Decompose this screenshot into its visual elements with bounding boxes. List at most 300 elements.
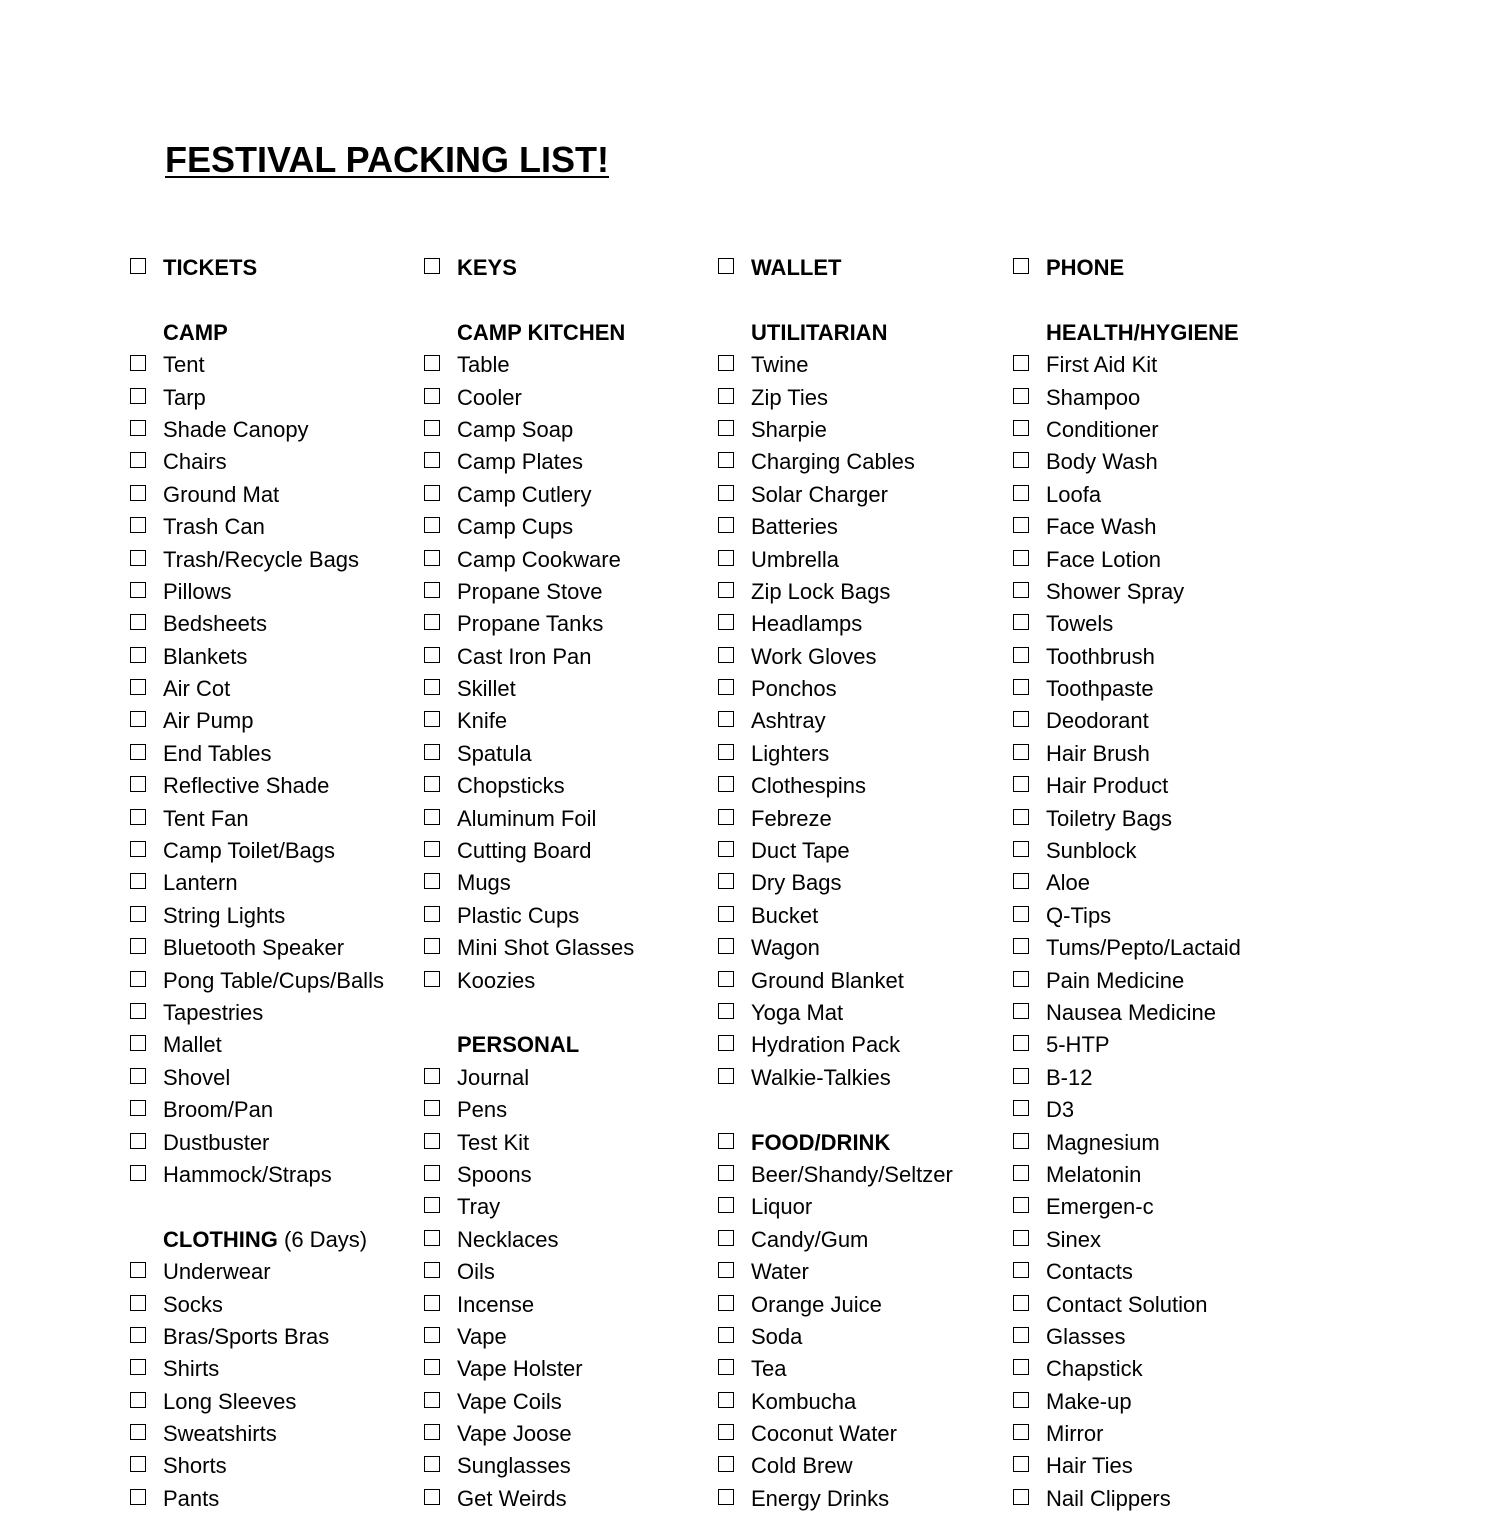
checklist-item[interactable] xyxy=(1013,673,1303,705)
section-heading-label: UTILITARIAN xyxy=(751,319,888,345)
checklist-item-label: Tarp xyxy=(163,384,206,410)
checkbox[interactable] xyxy=(424,582,440,598)
checkbox[interactable] xyxy=(718,1262,734,1278)
checkbox[interactable] xyxy=(130,873,146,889)
checklist-item[interactable] xyxy=(1013,1418,1303,1450)
checklist-item[interactable] xyxy=(130,673,420,705)
checkbox[interactable] xyxy=(718,1295,734,1311)
checkbox[interactable] xyxy=(1013,517,1029,533)
checklist-item[interactable] xyxy=(130,576,420,608)
checklist-item[interactable] xyxy=(1013,1094,1303,1126)
checklist-item[interactable] xyxy=(1013,511,1303,543)
checklist-item[interactable] xyxy=(424,1062,714,1094)
checklist-item[interactable] xyxy=(718,446,1008,478)
checklist-item[interactable] xyxy=(718,673,1008,705)
checklist-item[interactable] xyxy=(1013,446,1303,478)
checkbox[interactable] xyxy=(424,1197,440,1213)
checkbox[interactable] xyxy=(1013,388,1029,404)
checkbox[interactable] xyxy=(718,550,734,566)
checkbox[interactable] xyxy=(130,355,146,371)
checkbox[interactable] xyxy=(718,776,734,792)
checklist-item[interactable] xyxy=(424,1094,714,1126)
checklist-item[interactable] xyxy=(424,252,714,284)
checklist-item[interactable] xyxy=(718,867,1008,899)
checkbox[interactable] xyxy=(1013,614,1029,630)
checklist-item[interactable] xyxy=(1013,1062,1303,1094)
checkbox[interactable] xyxy=(424,1424,440,1440)
checklist-item[interactable] xyxy=(1013,965,1303,997)
checklist-item[interactable] xyxy=(1013,349,1303,381)
checklist-item[interactable] xyxy=(130,382,420,414)
checkbox[interactable] xyxy=(424,452,440,468)
checklist-item[interactable] xyxy=(1013,1224,1303,1256)
checkbox[interactable] xyxy=(718,1197,734,1213)
checklist-item[interactable] xyxy=(424,608,714,640)
checkbox[interactable] xyxy=(130,906,146,922)
checklist-item[interactable] xyxy=(718,965,1008,997)
checklist-item-label: Soda xyxy=(751,1323,803,1349)
checkbox[interactable] xyxy=(130,1262,146,1278)
checklist-item[interactable] xyxy=(424,414,714,446)
checkbox[interactable] xyxy=(1013,776,1029,792)
checkbox[interactable] xyxy=(718,1327,734,1343)
checkbox[interactable] xyxy=(130,614,146,630)
checkbox[interactable] xyxy=(130,452,146,468)
checklist-item[interactable] xyxy=(424,576,714,608)
checklist-item[interactable] xyxy=(424,770,714,802)
checklist-item[interactable] xyxy=(718,1321,1008,1353)
checklist-item[interactable] xyxy=(1013,641,1303,673)
checkbox[interactable] xyxy=(1013,550,1029,566)
checkbox[interactable] xyxy=(130,550,146,566)
checkbox[interactable] xyxy=(718,679,734,695)
checklist-item[interactable] xyxy=(718,349,1008,381)
checkbox[interactable] xyxy=(424,258,440,274)
checkbox[interactable] xyxy=(130,841,146,857)
checkbox[interactable] xyxy=(424,614,440,630)
checkbox[interactable] xyxy=(130,1424,146,1440)
checklist-item[interactable] xyxy=(424,1450,714,1482)
checklist-item-label: Melatonin xyxy=(1046,1161,1142,1187)
checkbox[interactable] xyxy=(424,355,440,371)
checkbox[interactable] xyxy=(718,1003,734,1019)
checklist-item[interactable] xyxy=(424,867,714,899)
checkbox[interactable] xyxy=(130,1100,146,1116)
checklist-item[interactable] xyxy=(1013,997,1303,1029)
checklist-item[interactable] xyxy=(424,446,714,478)
checklist-item[interactable] xyxy=(130,446,420,478)
checklist-item[interactable] xyxy=(130,705,420,737)
checklist-item[interactable] xyxy=(1013,738,1303,770)
checklist-item[interactable] xyxy=(424,1418,714,1450)
checkbox[interactable] xyxy=(130,647,146,663)
checkbox[interactable] xyxy=(130,938,146,954)
checklist-item[interactable] xyxy=(424,1321,714,1353)
checkbox[interactable] xyxy=(424,485,440,501)
checkbox[interactable] xyxy=(1013,1003,1029,1019)
checkbox[interactable] xyxy=(424,550,440,566)
checkbox[interactable] xyxy=(424,420,440,436)
checklist-item-label: Batteries xyxy=(751,514,838,540)
checkbox[interactable] xyxy=(130,1489,146,1505)
checklist-item[interactable] xyxy=(1013,1321,1303,1353)
checklist-item[interactable] xyxy=(718,1450,1008,1482)
checklist-item[interactable] xyxy=(130,738,420,770)
checklist-item-label: Mirror xyxy=(1046,1421,1104,1447)
checklist-item[interactable] xyxy=(1013,382,1303,414)
checkbox[interactable] xyxy=(130,1003,146,1019)
checklist-item-label: Duct Tape xyxy=(751,838,850,864)
checklist-item[interactable] xyxy=(424,1256,714,1288)
checklist-item[interactable] xyxy=(130,867,420,899)
checklist-item[interactable] xyxy=(130,803,420,835)
checklist-item[interactable] xyxy=(424,1191,714,1223)
checkbox[interactable] xyxy=(130,420,146,436)
checklist-item[interactable] xyxy=(1013,705,1303,737)
checkbox[interactable] xyxy=(718,906,734,922)
checklist-item[interactable] xyxy=(718,1191,1008,1223)
checklist-item[interactable] xyxy=(1013,1483,1303,1515)
checkbox[interactable] xyxy=(424,841,440,857)
checklist-item[interactable] xyxy=(1013,608,1303,640)
checkbox[interactable] xyxy=(424,1295,440,1311)
checklist-item[interactable] xyxy=(1013,576,1303,608)
checkbox[interactable] xyxy=(718,971,734,987)
checkbox[interactable] xyxy=(424,971,440,987)
checkbox[interactable] xyxy=(424,938,440,954)
checklist-item[interactable] xyxy=(718,576,1008,608)
section-heading xyxy=(130,317,420,349)
checkbox[interactable] xyxy=(424,711,440,727)
checklist-item[interactable] xyxy=(424,705,714,737)
checklist-item[interactable] xyxy=(1013,932,1303,964)
checklist-item[interactable] xyxy=(424,349,714,381)
checkbox[interactable] xyxy=(718,1133,734,1149)
checklist-item[interactable] xyxy=(718,900,1008,932)
checklist-item[interactable] xyxy=(718,1256,1008,1288)
checklist-item[interactable] xyxy=(1013,1353,1303,1385)
checklist-item[interactable] xyxy=(130,641,420,673)
checklist-item[interactable] xyxy=(718,770,1008,802)
checkbox[interactable] xyxy=(424,1165,440,1181)
checkbox[interactable] xyxy=(424,906,440,922)
checklist-item[interactable] xyxy=(130,608,420,640)
checklist-item[interactable] xyxy=(424,641,714,673)
checklist-item[interactable] xyxy=(718,1062,1008,1094)
checkbox[interactable] xyxy=(424,809,440,825)
checkbox[interactable] xyxy=(424,1230,440,1246)
checklist-item[interactable] xyxy=(1013,835,1303,867)
checkbox[interactable] xyxy=(718,1456,734,1472)
checklist-item[interactable] xyxy=(424,900,714,932)
checkbox[interactable] xyxy=(1013,452,1029,468)
checklist-item[interactable] xyxy=(718,932,1008,964)
checkbox[interactable] xyxy=(130,711,146,727)
spacer xyxy=(718,1094,1008,1126)
checklist-item[interactable] xyxy=(130,414,420,446)
checkbox[interactable] xyxy=(1013,744,1029,760)
checklist-item[interactable] xyxy=(130,1127,420,1159)
checkbox[interactable] xyxy=(718,809,734,825)
checklist-item[interactable] xyxy=(1013,414,1303,446)
checklist-item[interactable] xyxy=(424,673,714,705)
checklist-item[interactable] xyxy=(718,544,1008,576)
checkbox[interactable] xyxy=(130,1295,146,1311)
checkbox[interactable] xyxy=(130,1456,146,1472)
checkbox[interactable] xyxy=(1013,1262,1029,1278)
checkbox[interactable] xyxy=(1013,1165,1029,1181)
checklist-item[interactable] xyxy=(130,1289,420,1321)
checklist-item[interactable] xyxy=(130,932,420,964)
checklist-item[interactable] xyxy=(1013,1386,1303,1418)
checkbox[interactable] xyxy=(424,647,440,663)
checklist-item[interactable] xyxy=(130,770,420,802)
checkbox[interactable] xyxy=(718,1230,734,1246)
checklist-item[interactable] xyxy=(1013,544,1303,576)
checklist-item[interactable] xyxy=(718,1386,1008,1418)
checklist-item[interactable] xyxy=(130,252,420,284)
checkbox[interactable] xyxy=(130,1068,146,1084)
checkbox[interactable] xyxy=(424,776,440,792)
checklist-item[interactable] xyxy=(424,932,714,964)
checklist-item[interactable] xyxy=(424,835,714,867)
checkbox[interactable] xyxy=(1013,841,1029,857)
checklist-item[interactable] xyxy=(130,1159,420,1191)
checklist-item[interactable] xyxy=(130,965,420,997)
checkbox[interactable] xyxy=(424,1456,440,1472)
checklist-item[interactable] xyxy=(718,997,1008,1029)
checkbox[interactable] xyxy=(1013,971,1029,987)
checkbox[interactable] xyxy=(718,1489,734,1505)
checkbox[interactable] xyxy=(424,1262,440,1278)
checkbox[interactable] xyxy=(1013,906,1029,922)
checklist-item[interactable] xyxy=(424,1289,714,1321)
checklist-item[interactable] xyxy=(130,1483,420,1515)
checklist-item[interactable] xyxy=(130,511,420,543)
checklist-item[interactable] xyxy=(718,835,1008,867)
checklist-item[interactable] xyxy=(130,349,420,381)
checklist-item[interactable] xyxy=(130,835,420,867)
checklist-item[interactable] xyxy=(718,1224,1008,1256)
checklist-item[interactable] xyxy=(1013,1450,1303,1482)
checkbox[interactable] xyxy=(718,873,734,889)
checkbox[interactable] xyxy=(718,452,734,468)
checkbox[interactable] xyxy=(1013,647,1029,663)
checklist-item-label: Tapestries xyxy=(163,999,264,1025)
checkbox[interactable] xyxy=(130,1359,146,1375)
checkbox[interactable] xyxy=(130,679,146,695)
checkbox[interactable] xyxy=(424,1100,440,1116)
checkbox[interactable] xyxy=(1013,938,1029,954)
checklist-item[interactable] xyxy=(424,965,714,997)
checklist-item-label: Vape Holster xyxy=(457,1356,583,1382)
checklist-item[interactable] xyxy=(718,1483,1008,1515)
checkbox[interactable] xyxy=(424,517,440,533)
checkbox[interactable] xyxy=(130,388,146,404)
checkbox[interactable] xyxy=(718,1165,734,1181)
checkbox[interactable] xyxy=(130,971,146,987)
checkbox[interactable] xyxy=(718,711,734,727)
checkbox[interactable] xyxy=(718,582,734,598)
checklist-item[interactable] xyxy=(130,1062,420,1094)
checkbox[interactable] xyxy=(1013,1456,1029,1472)
checkbox[interactable] xyxy=(1013,1133,1029,1149)
checkbox[interactable] xyxy=(130,517,146,533)
checklist-item[interactable] xyxy=(130,544,420,576)
checklist-item[interactable] xyxy=(424,1483,714,1515)
checklist-item[interactable] xyxy=(424,382,714,414)
checkbox[interactable] xyxy=(130,582,146,598)
checkbox[interactable] xyxy=(130,1327,146,1343)
checkbox[interactable] xyxy=(1013,1230,1029,1246)
checklist-item[interactable] xyxy=(130,900,420,932)
checkbox[interactable] xyxy=(718,388,734,404)
checklist-item[interactable] xyxy=(1013,900,1303,932)
checkbox[interactable] xyxy=(1013,1489,1029,1505)
checklist-item[interactable] xyxy=(130,997,420,1029)
checkbox[interactable] xyxy=(1013,1035,1029,1051)
checkbox[interactable] xyxy=(1013,485,1029,501)
checklist-item[interactable] xyxy=(718,608,1008,640)
checkbox[interactable] xyxy=(1013,1295,1029,1311)
checkbox[interactable] xyxy=(424,873,440,889)
checkbox[interactable] xyxy=(718,1359,734,1375)
checkbox[interactable] xyxy=(1013,873,1029,889)
checklist-item[interactable] xyxy=(718,1353,1008,1385)
checkbox[interactable] xyxy=(1013,809,1029,825)
checkbox[interactable] xyxy=(718,355,734,371)
checkbox[interactable] xyxy=(130,1165,146,1181)
checkbox[interactable] xyxy=(718,258,734,274)
checkbox[interactable] xyxy=(130,1392,146,1408)
checklist-item[interactable] xyxy=(424,511,714,543)
checklist-item[interactable] xyxy=(1013,1127,1303,1159)
checkbox[interactable] xyxy=(718,938,734,954)
checkbox[interactable] xyxy=(130,258,146,274)
spacer xyxy=(1013,284,1303,316)
checkbox[interactable] xyxy=(424,1068,440,1084)
checkbox[interactable] xyxy=(1013,1197,1029,1213)
checkbox[interactable] xyxy=(1013,1327,1029,1343)
checkbox[interactable] xyxy=(718,517,734,533)
checkbox[interactable] xyxy=(424,744,440,760)
checklist-item[interactable] xyxy=(1013,1159,1303,1191)
checkbox[interactable] xyxy=(130,744,146,760)
checklist-item[interactable] xyxy=(424,544,714,576)
checklist-item[interactable] xyxy=(130,1094,420,1126)
checkbox[interactable] xyxy=(1013,258,1029,274)
checkbox[interactable] xyxy=(1013,1068,1029,1084)
checkbox[interactable] xyxy=(1013,1424,1029,1440)
checklist-item[interactable] xyxy=(424,803,714,835)
checklist-item[interactable] xyxy=(424,738,714,770)
checklist-item[interactable] xyxy=(1013,867,1303,899)
checklist-item[interactable] xyxy=(130,1029,420,1061)
checkbox[interactable] xyxy=(130,809,146,825)
checklist-item[interactable] xyxy=(1013,252,1303,284)
checklist-item[interactable] xyxy=(718,511,1008,543)
checklist-item[interactable] xyxy=(718,252,1008,284)
checkbox[interactable] xyxy=(424,1489,440,1505)
checklist-item[interactable] xyxy=(424,479,714,511)
checklist-item[interactable] xyxy=(718,641,1008,673)
checklist-item[interactable] xyxy=(1013,1029,1303,1061)
checklist-item[interactable] xyxy=(1013,1256,1303,1288)
checkbox[interactable] xyxy=(1013,1392,1029,1408)
checkbox[interactable] xyxy=(1013,1359,1029,1375)
checklist-item[interactable] xyxy=(424,1127,714,1159)
checkbox[interactable] xyxy=(424,1133,440,1149)
checkbox[interactable] xyxy=(130,1133,146,1149)
checkbox[interactable] xyxy=(718,1424,734,1440)
checkbox[interactable] xyxy=(424,679,440,695)
checklist-item[interactable] xyxy=(130,1321,420,1353)
checklist-item[interactable] xyxy=(1013,803,1303,835)
checklist-item[interactable] xyxy=(130,1418,420,1450)
checklist-item[interactable] xyxy=(718,803,1008,835)
checkbox[interactable] xyxy=(718,1035,734,1051)
checkbox[interactable] xyxy=(130,776,146,792)
checkbox[interactable] xyxy=(718,1392,734,1408)
checkbox[interactable] xyxy=(1013,679,1029,695)
checkbox[interactable] xyxy=(424,1392,440,1408)
checklist-item[interactable] xyxy=(1013,1289,1303,1321)
checklist-item[interactable] xyxy=(424,1159,714,1191)
checklist-item[interactable] xyxy=(130,1450,420,1482)
checklist-item[interactable] xyxy=(718,1127,1008,1159)
checklist-item[interactable] xyxy=(718,479,1008,511)
checkbox[interactable] xyxy=(718,647,734,663)
checkbox[interactable] xyxy=(424,388,440,404)
checkbox[interactable] xyxy=(718,841,734,857)
checkbox[interactable] xyxy=(718,614,734,630)
checkbox[interactable] xyxy=(130,485,146,501)
checkbox[interactable] xyxy=(1013,355,1029,371)
checklist-item[interactable] xyxy=(130,479,420,511)
checklist-item-label: Conditioner xyxy=(1046,416,1159,442)
checklist-item[interactable] xyxy=(718,705,1008,737)
checklist-item-label: Make-up xyxy=(1046,1388,1132,1414)
checklist-item[interactable] xyxy=(424,1224,714,1256)
checklist-item[interactable] xyxy=(130,1256,420,1288)
checkbox[interactable] xyxy=(718,420,734,436)
checklist-item[interactable] xyxy=(718,1029,1008,1061)
checklist-item[interactable] xyxy=(130,1386,420,1418)
checklist-item[interactable] xyxy=(718,382,1008,414)
checkbox[interactable] xyxy=(718,744,734,760)
checkbox[interactable] xyxy=(1013,711,1029,727)
checkbox[interactable] xyxy=(424,1327,440,1343)
checklist-item[interactable] xyxy=(130,1353,420,1385)
checklist-item[interactable] xyxy=(1013,1191,1303,1223)
checkbox[interactable] xyxy=(424,1359,440,1375)
checklist-item[interactable] xyxy=(718,1289,1008,1321)
checklist-item[interactable] xyxy=(1013,479,1303,511)
checklist-item[interactable] xyxy=(718,738,1008,770)
checklist-item[interactable] xyxy=(424,1353,714,1385)
checkbox[interactable] xyxy=(1013,1100,1029,1116)
checkbox[interactable] xyxy=(718,1068,734,1084)
checkbox[interactable] xyxy=(1013,582,1029,598)
checkbox[interactable] xyxy=(718,485,734,501)
checkbox[interactable] xyxy=(130,1035,146,1051)
checklist-item[interactable] xyxy=(718,1159,1008,1191)
checklist-item[interactable] xyxy=(718,414,1008,446)
checkbox[interactable] xyxy=(1013,420,1029,436)
checklist-item[interactable] xyxy=(1013,770,1303,802)
checklist-item[interactable] xyxy=(718,1418,1008,1450)
checklist-item[interactable] xyxy=(424,1386,714,1418)
